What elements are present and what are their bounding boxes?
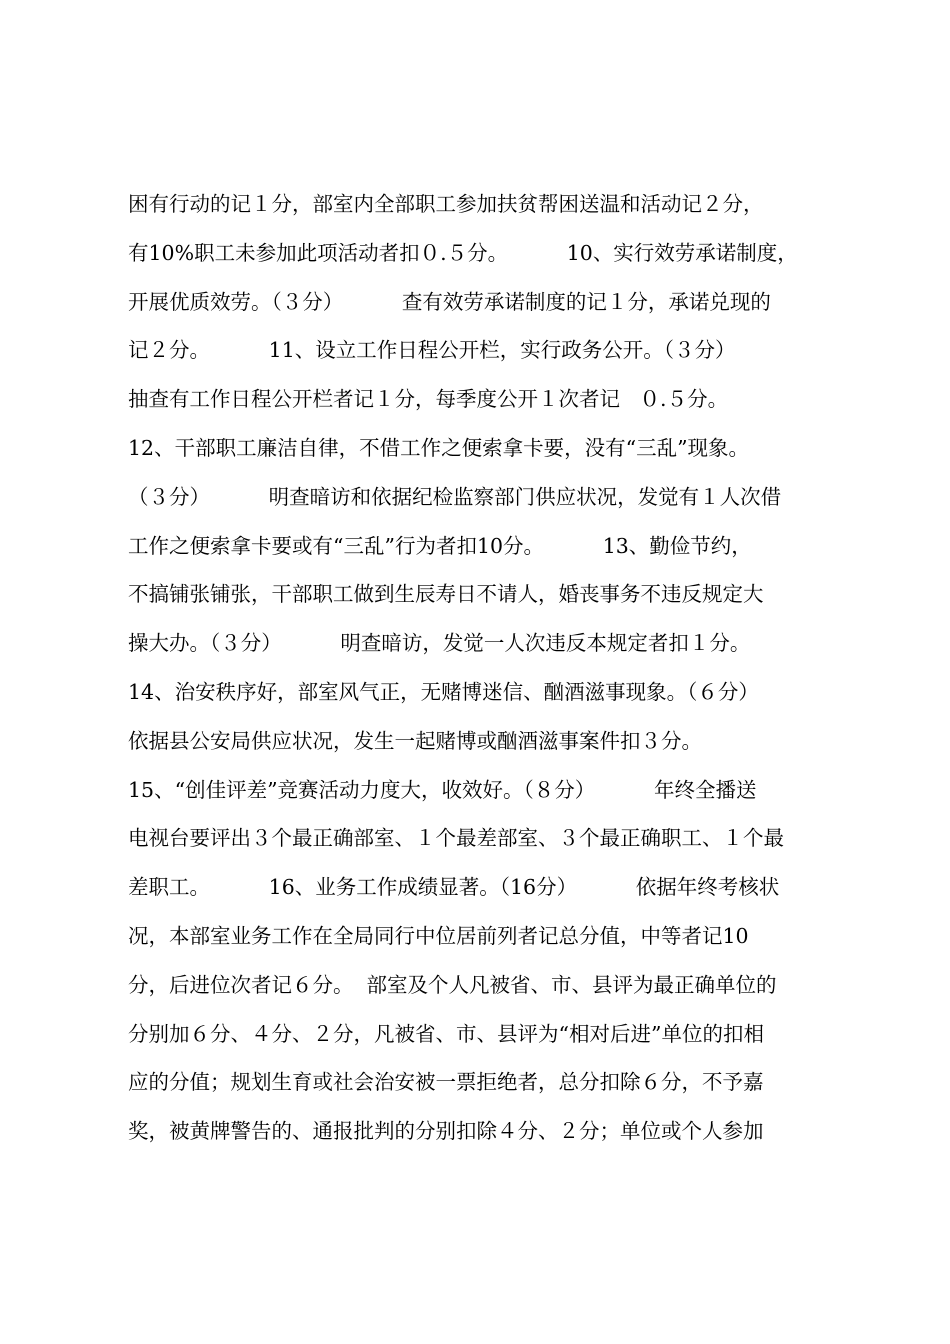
text-line: 分别加６分、４分、２分，凡被省、市、县评为“相对后进”单位的扣相 (128, 1021, 764, 1046)
text-line: 操大办。（３分） 明查暗访，发觉一人次违反本规定者扣１分。 (128, 631, 751, 656)
text-line: 有10%职工未参加此项活动者扣０.５分。 10、实行效劳承诺制度， (128, 240, 798, 265)
text-line: 12、干部职工廉洁自律，不借工作之便索拿卡要，没有“三乱”现象。 (128, 435, 750, 460)
text-line: （３分） 明查暗访和依据纪检监察部门供应状况，发觉有１人次借 (128, 484, 782, 509)
text-line: 分，后进位次者记６分。 部室及个人凡被省、市、县评为最正确单位的 (128, 972, 777, 997)
text-line: 应的分值；规划生育或社会治安被一票拒绝者，总分扣除６分，不予嘉 (128, 1070, 764, 1095)
text-line: 14、治安秩序好，部室风气正，无赌博迷信、酗酒滋事现象。（６分） (128, 679, 759, 704)
body-text (128, 180, 840, 1156)
text-line: 差职工。 16、业务工作成绩显著。（16分） 依据年终考核状 (128, 875, 780, 900)
text-line: 依据县公安局供应状况，发生一起赌博或酗酒滋事案件扣３分。 (128, 728, 702, 753)
text-line: 况，本部室业务工作在全局同行中位居前列者记总分值，中等者记10 (128, 923, 749, 948)
text-line: 开展优质效劳。（３分） 查有效劳承诺制度的记１分，承诺兑现的 (128, 289, 771, 314)
text-line: 记２分。 11、设立工作日程公开栏，实行政务公开。（３分） (128, 338, 736, 363)
text-line: 工作之便索拿卡要或有“三乱”行为者扣10分。 13、勤俭节约， (128, 533, 752, 558)
text-line: 15、“创佳评差”竞赛活动力度大，收效好。（８分） 年终全播送 (128, 777, 757, 802)
text-line: 抽查有工作日程公开栏者记１分，每季度公开１次者记 ０.５分。 (128, 387, 729, 412)
text-line: 不搞铺张铺张，干部职工做到生辰寿日不请人，婚丧事务不违反规定大 (128, 582, 764, 607)
text-line: 困有行动的记１分，部室内全部职工参加扶贫帮困送温和活动记２分， (128, 192, 764, 216)
text-line: 电视台要评出３个最正确部室、１个最差部室、３个最正确职工、１个最 (128, 826, 784, 851)
text-line: 奖，被黄牌警告的、通报批判的分别扣除４分、２分；单位或个人参加 (128, 1119, 764, 1144)
